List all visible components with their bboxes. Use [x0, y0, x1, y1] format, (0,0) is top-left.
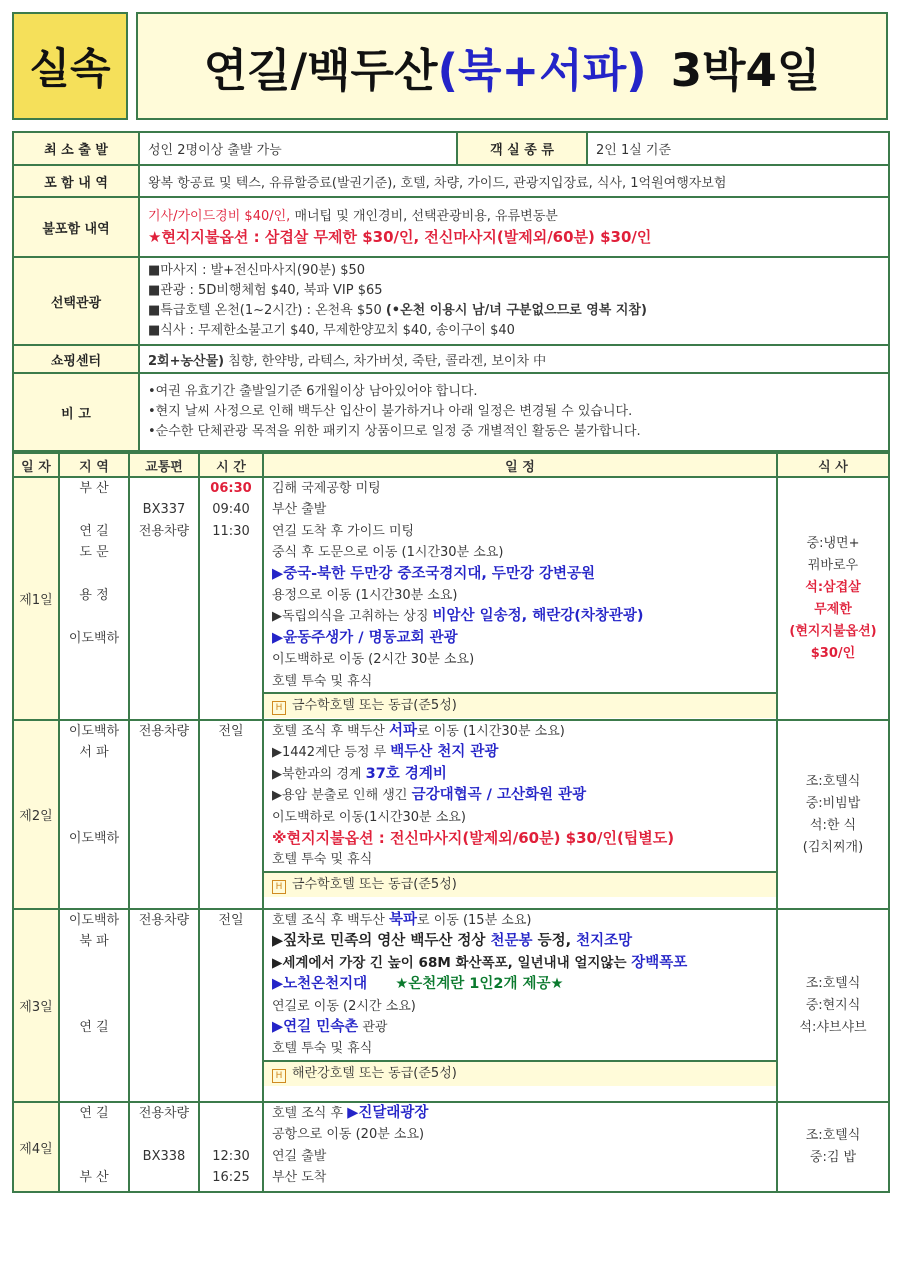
day1-hotel: H 금수학호텔 또는 동급(준5성): [264, 692, 776, 718]
day4-transport: 전용차량 BX338: [129, 1102, 199, 1192]
day3-hotel: H 해란강호텔 또는 동급(준5성): [264, 1060, 776, 1086]
day2-regions: 이도백하 서 파 이도백하: [59, 720, 129, 909]
info-row-excluded: [13, 197, 889, 257]
hotel-icon: H: [272, 701, 286, 715]
day1-regions: 부 산 연 길 도 문 용 정 이도백하: [59, 477, 129, 720]
optional-hotspring: ■특급호텔 온천(1~2시간) : 온천욕 $50 (•온천 이용시 남/녀 구분없으므로 영복 지참): [148, 303, 647, 318]
title-main: 연길/백두산: [203, 43, 438, 97]
header-region: 지 역: [59, 453, 129, 477]
header-meal: 식 사: [777, 453, 889, 477]
info-row-included: [13, 165, 889, 197]
note-label: 비 고: [13, 373, 139, 451]
day4-regions: 연 길 부 산: [59, 1102, 129, 1192]
day3-transport: 전용차량: [129, 909, 199, 1102]
excluded-guide-fee: 기사/가이드경비 $40/인,: [148, 209, 291, 224]
day3-itinerary: 호텔 조식 후 백두산 북파로 이동 (15분 소요) ▶짚차로 민족의 영산 백두산 정상 천문봉 등정, 천지조망 ▶세계에서 가장 긴 높이 68M 화산폭포, 일년내내 얼지않는 장백폭포 ▶노천온천지대 ★온천계란 1인2개 제공★ 연길로 이동 (2시간 소요) ▶연길 민속촌 관광 호텔 투숙 및 휴식 H 해란강호텔 또는 동급(준5성): [263, 909, 777, 1102]
day3-meal: 조:호텔식 중:현지식 석:샤브샤브: [777, 909, 889, 1102]
product-badge-text: 실속: [29, 44, 111, 93]
note-group: •순수한 단체관광 목적을 위한 패키지 상품이므로 일정 중 개별적인 활동은 불가합니다.: [148, 424, 641, 439]
day1-transport: BX337 전용차량: [129, 477, 199, 720]
day3-egg-promo: ★온천계란 1인2개 제공★: [395, 976, 564, 993]
day2-time: 전일: [199, 720, 263, 909]
info-row-optional: [13, 257, 889, 345]
day1-meal: 중:냉면+ 꿔바로우 석:삼겹살 무제한 (현지지불옵션) $30/인: [777, 477, 889, 720]
day2-row: [13, 720, 889, 909]
day2-transport: 전용차량: [129, 720, 199, 909]
day1-row: [13, 477, 889, 720]
excluded-local-option: ★현지지불옵션 : 삼겹살 무제한 $30/인, 전신마사지(발제외/60분) $30/인: [148, 228, 652, 246]
header-time: 시 간: [199, 453, 263, 477]
day4-meal: 조:호텔식 중:김 밥: [777, 1102, 889, 1192]
info-row-shopping: [13, 345, 889, 373]
day1-times: 06:30 09:40 11:30: [199, 477, 263, 720]
info-table: [12, 131, 890, 452]
day2-local-option: ※현지지불옵션 : 전신마사지(발제외/60분) $30/인(팁별도): [272, 828, 675, 847]
included-label: 포 함 내 역: [13, 165, 139, 197]
day2-hotel: H 금수학호텔 또는 동급(준5성): [264, 871, 776, 897]
header-day: 일 자: [13, 453, 59, 477]
min-departure-value: 성인 2명이상 출발 가능: [139, 132, 457, 165]
shopping-value: 2회+농산물) 침향, 한약방, 라텍스, 차가버섯, 죽탄, 콜라겐, 보이차 中: [139, 345, 889, 373]
excluded-rest: 매너팁 및 개인경비, 선택관광비용, 유류변동분: [290, 209, 558, 224]
day4-times: 12:30 16:25: [199, 1102, 263, 1192]
day1-itinerary: 김해 국제공항 미팅 부산 출발 연길 도착 후 가이드 미팅 중식 후 도문으로 이동 (1시간30분 소요) ▶중국-북한 두만강 중조국경지대, 두만강 강변공원 용정으로 이동 (1시간30분 소요) ▶독립의식을 고취하는 상징 비암산 일송정, 해란강(차창관광) ▶윤동주생가 / 명동교회 관광 이도백하로 이동 (2시간 30분 소요) 호텔 투숙 및 휴식 H 금수학호텔 또는 동급(준5성): [263, 477, 777, 720]
day4-row: [13, 1102, 889, 1192]
optional-meal: ■식사 : 무제한소불고기 $40, 무제한양꼬치 $40, 송이구이 $40: [148, 323, 515, 338]
note-weather: •현지 날씨 사정으로 인해 백두산 입산이 불가하거나 아래 일정은 변경될 수 있습니다.: [148, 404, 633, 419]
included-value: 왕복 항공료 및 텍스, 유류할증료(발권기준), 호텔, 차량, 가이드, 관광지입장료, 식사, 1억원여행자보험: [139, 165, 889, 197]
day2-itinerary: 호텔 조식 후 백두산 서파로 이동 (1시간30분 소요) ▶1442계단 등정 루 백두산 천지 관광 ▶북한과의 경계 37호 경계비 ▶용암 분출로 인해 생긴 금강대협곡 / 고산화원 관광 이도백하로 이동(1시간30분 소요) ※현지지불옵션 : 전신마사지(발제외/60분) $30/인(팁별도) 호텔 투숙 및 휴식 H 금수학호텔 또는 동급(준5성): [263, 720, 777, 909]
optional-tour: ■관광 : 5D비행체험 $40, 북파 VIP $65: [148, 283, 383, 298]
day3-time: 전일: [199, 909, 263, 1102]
title-paren: (북+서파): [437, 43, 647, 97]
product-badge: [12, 12, 128, 120]
optional-massage: ■마사지 : 발+전신마사지(90분) $50: [148, 263, 366, 278]
excluded-label: 불포함 내역: [13, 197, 139, 257]
optional-label: 선택관광: [13, 257, 139, 345]
hotel-icon: H: [272, 1069, 286, 1083]
day4-label: 제4일: [13, 1102, 59, 1192]
header-transport: 교통편: [129, 453, 199, 477]
day3-label: 제3일: [13, 909, 59, 1102]
note-value: [139, 373, 889, 451]
shopping-label: 쇼핑센터: [13, 345, 139, 373]
room-label: 객 실 종 류: [457, 132, 587, 165]
header-itinerary: 일 정: [263, 453, 777, 477]
min-departure-label: 최 소 출 발: [13, 132, 139, 165]
schedule-table: [12, 452, 890, 1193]
day2-meal: 조:호텔식 중:비빔밥 석:한 식 (김치찌개): [777, 720, 889, 909]
room-value: 2인 1실 기준: [587, 132, 889, 165]
optional-value: [139, 257, 889, 345]
schedule-header-row: [13, 453, 889, 477]
day1-yun-dongju: ▶윤동주생가 / 명동교회 관광: [272, 629, 458, 646]
excluded-value: [139, 197, 889, 257]
day2-label: 제2일: [13, 720, 59, 909]
day3-row: [13, 909, 889, 1102]
hotel-icon: H: [272, 880, 286, 894]
title-days: 3박4일: [670, 43, 821, 97]
info-row-departure: [13, 132, 889, 165]
day1-tumen-border: ▶중국-북한 두만강 중조국경지대, 두만강 강변공원: [272, 565, 596, 582]
note-passport: •여권 유효기간 출발일기준 6개월이상 남아있어야 합니다.: [148, 384, 478, 399]
info-row-notes: [13, 373, 889, 451]
day3-regions: 이도백하 북 파 연 길: [59, 909, 129, 1102]
day4-itinerary: 호텔 조식 후 ▶진달래광장 공항으로 이동 (20분 소요) 연길 출발 부산 도착: [263, 1102, 777, 1192]
page-title: [136, 12, 888, 120]
day1-label: 제1일: [13, 477, 59, 720]
